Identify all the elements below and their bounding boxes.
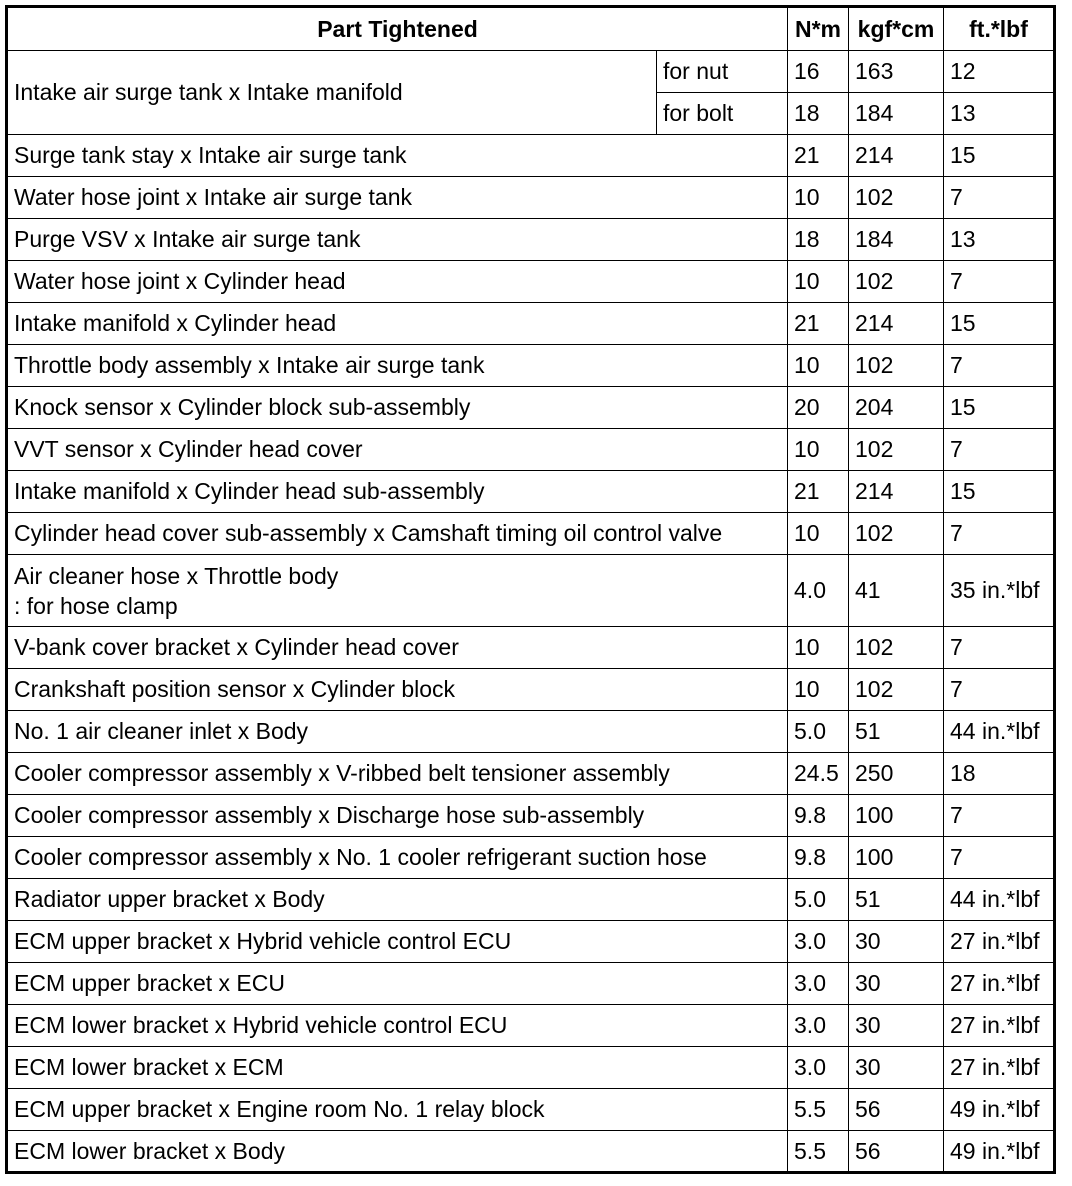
kgfcm-cell: 102	[849, 669, 944, 711]
table-row	[7, 555, 1055, 627]
table-row	[7, 219, 1055, 261]
kgfcm-cell: 102	[849, 177, 944, 219]
table-row	[7, 795, 1055, 837]
nm-cell: 3.0	[788, 1005, 849, 1047]
kgfcm-cell: 100	[849, 795, 944, 837]
kgfcm-cell: 30	[849, 1005, 944, 1047]
part-cell: V-bank cover bracket x Cylinder head cover	[7, 627, 788, 669]
part-line-2: : for hose clamp	[14, 592, 178, 619]
table-row	[7, 627, 1055, 669]
nm-cell: 10	[788, 345, 849, 387]
nm-cell: 9.8	[788, 795, 849, 837]
ftlbf-cell: 44 in.*lbf	[944, 711, 1055, 753]
kgfcm-cell: 163	[849, 51, 944, 93]
ftlbf-cell: 27 in.*lbf	[944, 963, 1055, 1005]
header-nm: N*m	[788, 7, 849, 51]
ftlbf-cell: 15	[944, 303, 1055, 345]
table-row	[7, 513, 1055, 555]
nm-cell: 3.0	[788, 963, 849, 1005]
header-ftlbf: ft.*lbf	[944, 7, 1055, 51]
kgfcm-cell: 51	[849, 711, 944, 753]
nm-cell: 18	[788, 93, 849, 135]
part-cell: Cylinder head cover sub-assembly x Camshaft timing oil control valve	[7, 513, 788, 555]
header-kgfcm: kgf*cm	[849, 7, 944, 51]
kgfcm-cell: 30	[849, 921, 944, 963]
ftlbf-cell: 7	[944, 837, 1055, 879]
part-cell	[7, 555, 788, 627]
kgfcm-cell: 41	[849, 555, 944, 627]
ftlbf-cell: 15	[944, 387, 1055, 429]
nm-cell: 3.0	[788, 921, 849, 963]
part-cell: Radiator upper bracket x Body	[7, 879, 788, 921]
table-row	[7, 711, 1055, 753]
part-cell: Cooler compressor assembly x V-ribbed belt tensioner assembly	[7, 753, 788, 795]
part-cell: ECM upper bracket x Engine room No. 1 relay block	[7, 1089, 788, 1131]
table-row	[7, 669, 1055, 711]
ftlbf-cell: 13	[944, 93, 1055, 135]
ftlbf-cell: 15	[944, 471, 1055, 513]
ftlbf-cell: 49 in.*lbf	[944, 1131, 1055, 1173]
kgfcm-cell: 184	[849, 93, 944, 135]
ftlbf-cell: 7	[944, 795, 1055, 837]
table-row	[7, 429, 1055, 471]
sub-label-cell: for bolt	[657, 93, 788, 135]
kgfcm-cell: 30	[849, 1047, 944, 1089]
part-cell: ECM upper bracket x ECU	[7, 963, 788, 1005]
table-row	[7, 1131, 1055, 1173]
table-row	[7, 837, 1055, 879]
nm-cell: 5.5	[788, 1089, 849, 1131]
ftlbf-cell: 7	[944, 669, 1055, 711]
nm-cell: 10	[788, 177, 849, 219]
kgfcm-cell: 184	[849, 219, 944, 261]
table-row	[7, 135, 1055, 177]
nm-cell: 10	[788, 627, 849, 669]
part-cell: Intake manifold x Cylinder head sub-assembly	[7, 471, 788, 513]
table-row	[7, 1005, 1055, 1047]
table-header-row	[7, 7, 1055, 51]
nm-cell: 5.0	[788, 879, 849, 921]
ftlbf-cell: 7	[944, 627, 1055, 669]
kgfcm-cell: 102	[849, 345, 944, 387]
kgfcm-cell: 102	[849, 429, 944, 471]
part-cell: VVT sensor x Cylinder head cover	[7, 429, 788, 471]
table-row	[7, 1089, 1055, 1131]
part-cell: Water hose joint x Cylinder head	[7, 261, 788, 303]
table-row	[7, 177, 1055, 219]
part-cell: Surge tank stay x Intake air surge tank	[7, 135, 788, 177]
nm-cell: 10	[788, 429, 849, 471]
ftlbf-cell: 7	[944, 345, 1055, 387]
part-cell: No. 1 air cleaner inlet x Body	[7, 711, 788, 753]
sub-label-cell: for nut	[657, 51, 788, 93]
nm-cell: 5.5	[788, 1131, 849, 1173]
kgfcm-cell: 51	[849, 879, 944, 921]
nm-cell: 21	[788, 135, 849, 177]
table-row	[7, 879, 1055, 921]
kgfcm-cell: 56	[849, 1089, 944, 1131]
ftlbf-cell: 7	[944, 177, 1055, 219]
table-row	[7, 921, 1055, 963]
nm-cell: 20	[788, 387, 849, 429]
ftlbf-cell: 27 in.*lbf	[944, 1047, 1055, 1089]
nm-cell: 9.8	[788, 837, 849, 879]
nm-cell: 3.0	[788, 1047, 849, 1089]
ftlbf-cell: 27 in.*lbf	[944, 921, 1055, 963]
table-row	[7, 753, 1055, 795]
kgfcm-cell: 100	[849, 837, 944, 879]
ftlbf-cell: 49 in.*lbf	[944, 1089, 1055, 1131]
ftlbf-cell: 12	[944, 51, 1055, 93]
nm-cell: 10	[788, 669, 849, 711]
part-cell: ECM lower bracket x Body	[7, 1131, 788, 1173]
table-row	[7, 261, 1055, 303]
ftlbf-cell: 7	[944, 513, 1055, 555]
part-cell: Intake manifold x Cylinder head	[7, 303, 788, 345]
kgfcm-cell: 250	[849, 753, 944, 795]
header-part-tightened: Part Tightened	[7, 7, 788, 51]
ftlbf-cell: 35 in.*lbf	[944, 555, 1055, 627]
nm-cell: 24.5	[788, 753, 849, 795]
table-row	[7, 471, 1055, 513]
ftlbf-cell: 13	[944, 219, 1055, 261]
part-cell: ECM upper bracket x Hybrid vehicle control ECU	[7, 921, 788, 963]
nm-cell: 10	[788, 513, 849, 555]
ftlbf-cell: 7	[944, 429, 1055, 471]
nm-cell: 10	[788, 261, 849, 303]
ftlbf-cell: 18	[944, 753, 1055, 795]
nm-cell: 4.0	[788, 555, 849, 627]
kgfcm-cell: 102	[849, 513, 944, 555]
table-row	[7, 963, 1055, 1005]
part-cell: Intake air surge tank x Intake manifold	[7, 51, 657, 135]
part-cell: Cooler compressor assembly x Discharge hose sub-assembly	[7, 795, 788, 837]
torque-specification-table	[5, 5, 1056, 1174]
kgfcm-cell: 204	[849, 387, 944, 429]
kgfcm-cell: 102	[849, 627, 944, 669]
kgfcm-cell: 56	[849, 1131, 944, 1173]
part-cell: Crankshaft position sensor x Cylinder block	[7, 669, 788, 711]
table-row	[7, 303, 1055, 345]
ftlbf-cell: 15	[944, 135, 1055, 177]
torque-table-container	[5, 5, 1056, 1174]
kgfcm-cell: 214	[849, 303, 944, 345]
ftlbf-cell: 7	[944, 261, 1055, 303]
part-cell: ECM lower bracket x ECM	[7, 1047, 788, 1089]
part-cell: Water hose joint x Intake air surge tank	[7, 177, 788, 219]
table-row	[7, 345, 1055, 387]
nm-cell: 5.0	[788, 711, 849, 753]
nm-cell: 16	[788, 51, 849, 93]
part-cell: Throttle body assembly x Intake air surge tank	[7, 345, 788, 387]
kgfcm-cell: 102	[849, 261, 944, 303]
nm-cell: 21	[788, 471, 849, 513]
part-cell: Cooler compressor assembly x No. 1 cooler refrigerant suction hose	[7, 837, 788, 879]
kgfcm-cell: 214	[849, 135, 944, 177]
table-row	[7, 51, 1055, 93]
ftlbf-cell: 44 in.*lbf	[944, 879, 1055, 921]
table-row	[7, 1047, 1055, 1089]
ftlbf-cell: 27 in.*lbf	[944, 1005, 1055, 1047]
kgfcm-cell: 214	[849, 471, 944, 513]
nm-cell: 18	[788, 219, 849, 261]
kgfcm-cell: 30	[849, 963, 944, 1005]
part-line-1: Air cleaner hose x Throttle body	[14, 562, 339, 589]
part-cell: Purge VSV x Intake air surge tank	[7, 219, 788, 261]
part-cell: Knock sensor x Cylinder block sub-assembly	[7, 387, 788, 429]
part-cell: ECM lower bracket x Hybrid vehicle control ECU	[7, 1005, 788, 1047]
table-row	[7, 387, 1055, 429]
nm-cell: 21	[788, 303, 849, 345]
